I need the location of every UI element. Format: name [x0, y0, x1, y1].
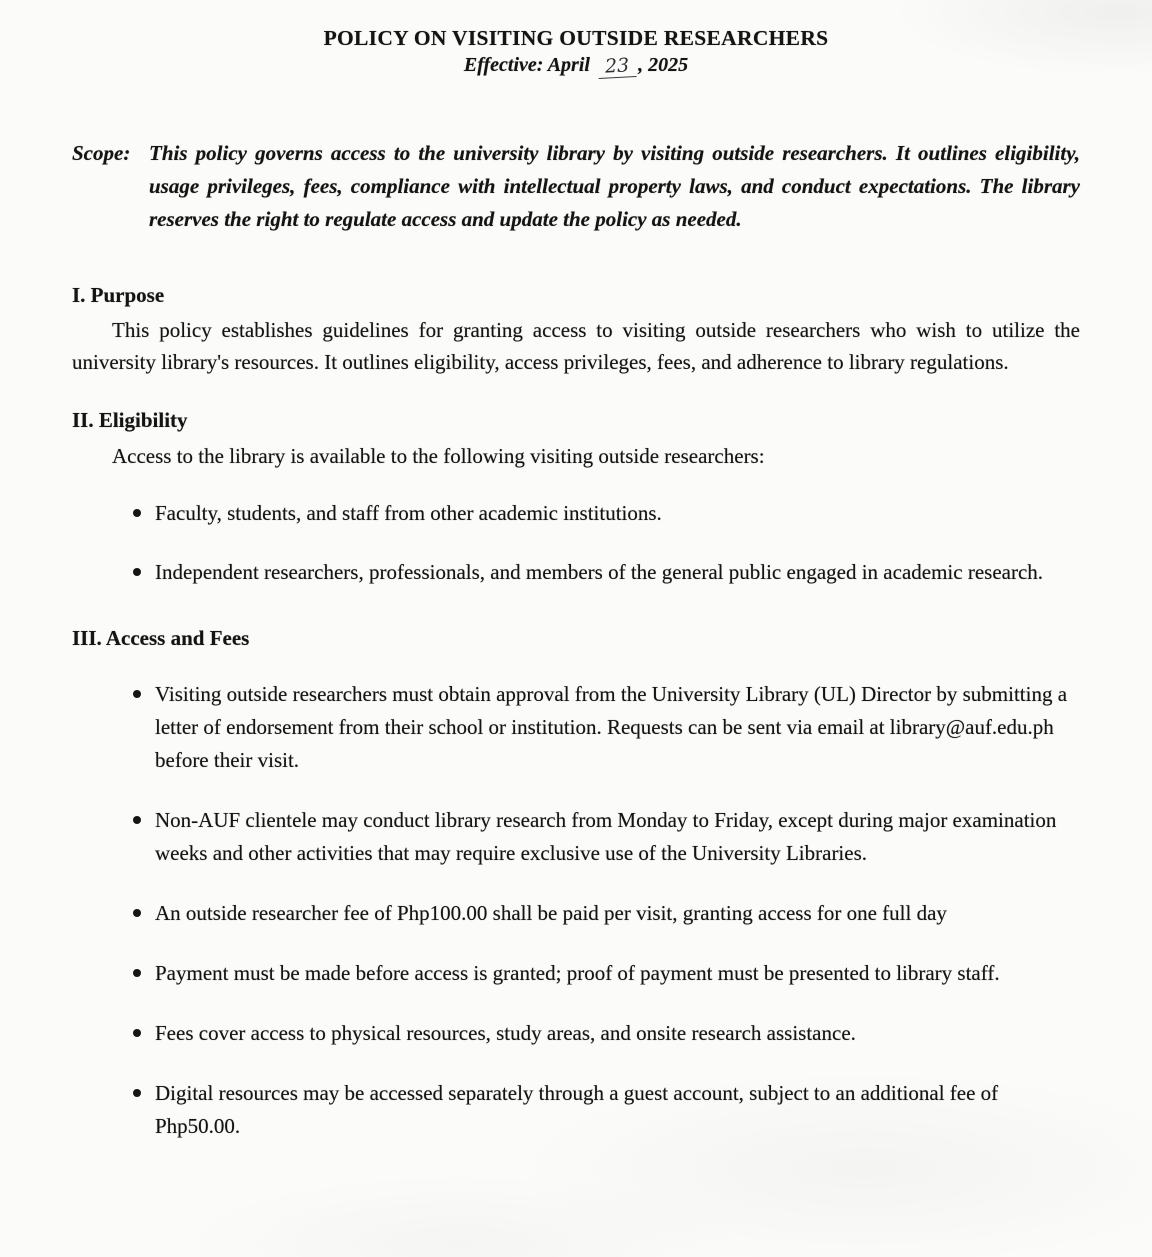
list-item	[133, 1077, 1080, 1143]
bullet-icon	[133, 816, 141, 824]
list-item	[133, 1017, 1080, 1050]
list-item	[133, 556, 1080, 589]
bullet-text: An outside researcher fee of Php100.00 shall be paid per visit, granting access for one full day	[155, 901, 947, 925]
bullet-text: Non-AUF clientele may conduct library research from Monday to Friday, except during major examination weeks and other activities that may require exclusive use of the University Libraries.	[155, 808, 1057, 865]
list-item	[133, 497, 1080, 530]
bullet-text: Visiting outside researchers must obtain approval from the University Library (UL) Director by submitting a letter of endorsement from their school or institution. Requests can be sent via email at library@auf.edu.ph before their visit.	[155, 682, 1068, 772]
bullet-icon	[133, 568, 141, 576]
list-item	[133, 897, 1080, 930]
scope-paragraph	[72, 137, 1080, 236]
bullet-icon	[133, 1029, 141, 1037]
eligibility-intro: Access to the library is available to the following visiting outside researchers:	[112, 444, 765, 468]
effective-date-suffix: , 2025	[638, 54, 689, 76]
scope-text: This policy governs access to the university library by visiting outside researchers. It outlines eligibility, usage privileges, fees, compliance with intellectual property laws, and conduct expectations. The library reserves the right to regulate access and update the policy as needed.	[149, 141, 1080, 231]
bullet-icon	[133, 969, 141, 977]
bullet-text: Digital resources may be accessed separately through a guest account, subject to an additional fee of Php50.00.	[155, 1081, 999, 1138]
handwritten-day: 23	[597, 54, 636, 79]
bullet-icon	[133, 909, 141, 917]
effective-date-line	[72, 54, 1080, 77]
purpose-paragraph: This policy establishes guidelines for granting access to visiting outside researchers who wish to utilize the university library's resources. It outlines eligibility, access privileges, fees, and adherence to library regulations.	[72, 318, 1080, 374]
section-heading-eligibility: II. Eligibility	[72, 408, 188, 432]
scope-label: Scope:	[72, 141, 131, 165]
section-heading-purpose: I. Purpose	[72, 283, 165, 307]
bullet-text: Payment must be made before access is granted; proof of payment must be presented to library staff.	[155, 961, 1000, 985]
bullet-text: Independent researchers, professionals, and members of the general public engaged in academic research.	[155, 560, 1044, 584]
list-item	[133, 678, 1080, 777]
section-heading-access-fees: III. Access and Fees	[72, 626, 250, 650]
list-item	[133, 957, 1080, 990]
access-fees-bullet-list	[72, 678, 1080, 1143]
bullet-text: Faculty, students, and staff from other academic institutions.	[155, 501, 662, 525]
bullet-icon	[133, 690, 141, 698]
list-item	[133, 804, 1080, 870]
bullet-icon	[133, 509, 141, 517]
eligibility-bullet-list	[72, 497, 1080, 589]
document-title: POLICY ON VISITING OUTSIDE RESEARCHERS	[323, 26, 829, 50]
bullet-icon	[133, 1089, 141, 1097]
effective-date-prefix: Effective: April	[463, 54, 590, 76]
bullet-text: Fees cover access to physical resources, study areas, and onsite research assistance.	[155, 1021, 856, 1045]
